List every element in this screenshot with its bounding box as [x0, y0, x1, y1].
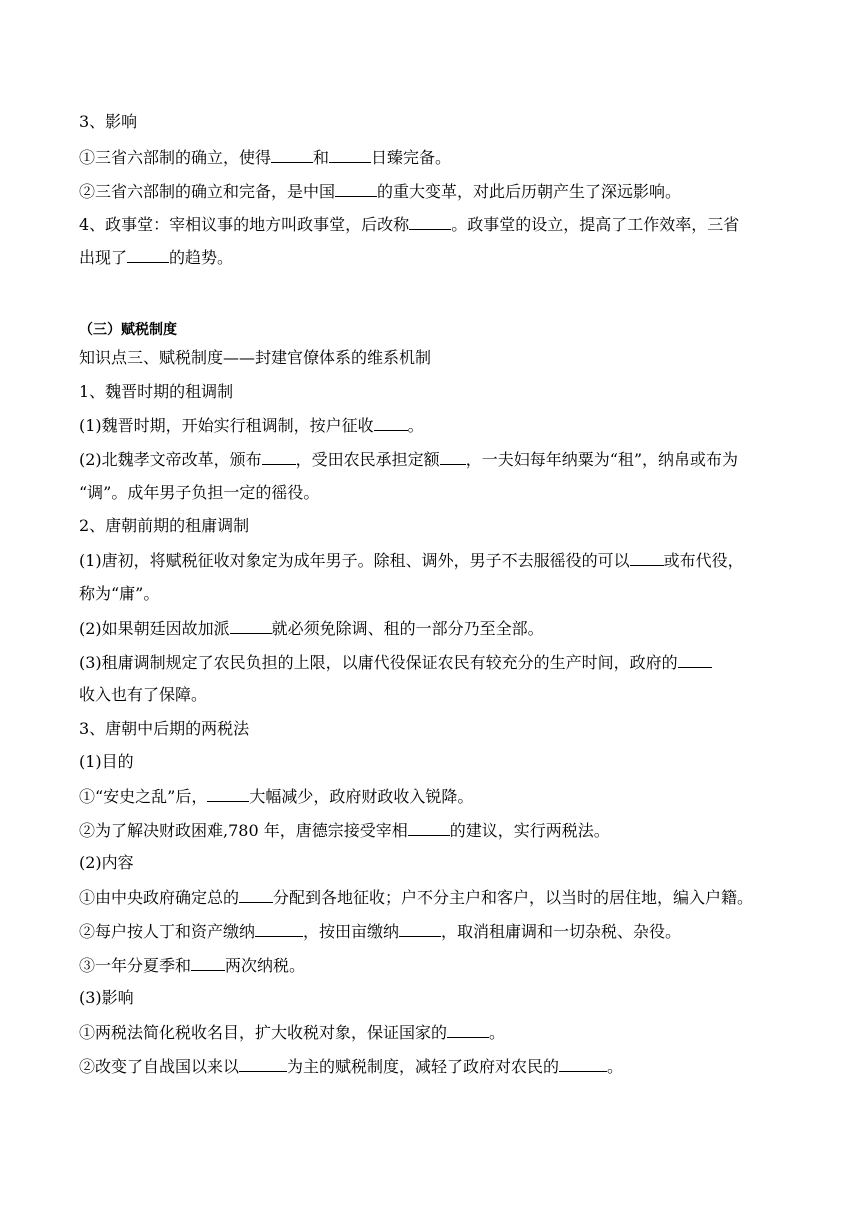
answer-blank[interactable]: [207, 786, 249, 802]
answer-blank[interactable]: [329, 147, 371, 163]
answer-blank[interactable]: [559, 1056, 607, 1072]
answer-blank[interactable]: [271, 147, 313, 163]
answer-blank[interactable]: [191, 955, 225, 971]
answer-blank[interactable]: [409, 214, 451, 230]
answer-blank[interactable]: [374, 415, 408, 431]
answer-blank[interactable]: [335, 181, 377, 197]
subheading: (3)影响: [79, 988, 134, 1007]
subheading: 3、唐朝中后期的两税法: [79, 719, 250, 738]
answer-blank[interactable]: [630, 550, 664, 566]
question-line: ②每户按人丁和资产缴纳 ，按田亩缴纳 ，取消租庸调和一切杂税、杂役。: [79, 922, 682, 941]
knowledge-point-title: 知识点三、赋税制度——封建官僚体系的维系机制: [79, 348, 432, 367]
question-line: 称为“庸”。: [79, 584, 160, 603]
answer-blank[interactable]: [399, 921, 441, 937]
answer-blank[interactable]: [408, 820, 450, 836]
question-line: ②为了解决财政困难,780 年，唐德宗接受宰相 的建议，实行两税法。: [79, 821, 610, 840]
subheading: (2)内容: [79, 853, 134, 872]
question-line: (2)如果朝廷因故加派 就必须免除调、租的一部分乃至全部。: [79, 619, 544, 638]
answer-blank[interactable]: [447, 1022, 489, 1038]
question-line: (1)唐初，将赋税征收对象定为成年男子。除租、调外，男子不去服徭役的可以 或布代役，: [79, 551, 744, 570]
question-line: ①“安史之乱”后， 大幅减少，政府财政收入锐降。: [79, 787, 474, 806]
question-line: 出现了 的趋势。: [79, 248, 234, 267]
answer-blank[interactable]: [127, 247, 169, 263]
question-line: ①三省六部制的确立，使得 和 日臻完备。: [79, 148, 452, 167]
question-line: ③一年分夏季和 两次纳税。: [79, 956, 306, 975]
question-line: (1)魏晋时期，开始实行租调制，按户征收 。: [79, 416, 424, 435]
answer-blank[interactable]: [230, 618, 272, 634]
question-line: (3)租庸调制规定了农民负担的上限，以庸代役保证农民有较充分的生产时间，政府的: [79, 652, 800, 673]
answer-blank[interactable]: [440, 449, 466, 465]
question-line: 4、政事堂：宰相议事的地方叫政事堂，后改称 。政事堂的设立，提高了工作效率，三省: [79, 215, 740, 234]
question-line: “调”。成年男子负担一定的徭役。: [79, 483, 320, 502]
question-line: ②改变了自战国以来以 为主的赋税制度，减轻了政府对农民的 。: [79, 1057, 624, 1076]
answer-blank[interactable]: [239, 887, 273, 903]
answer-blank[interactable]: [678, 652, 712, 668]
question-line: (2)北魏孝文帝改革，颁布 ，受田农民承担定额 ，一夫妇每年纳粟为“租”，纳帛或布为: [79, 450, 739, 469]
section-title: （三）赋税制度: [79, 322, 177, 338]
subheading: (1)目的: [79, 752, 134, 771]
question-line: ①两税法简化税收名目，扩大收税对象，保证国家的 。: [79, 1023, 506, 1042]
impact-heading: 3、影响: [79, 112, 138, 131]
question-line: 收入也有了保障。: [79, 685, 208, 704]
subheading: 2、唐朝前期的租庸调制: [79, 516, 250, 535]
subheading: 1、魏晋时期的租调制: [79, 382, 234, 401]
question-line: ①由中央政府确定总的 分配到各地征收；户不分主户和客户，以当时的居住地，编入户籍。: [79, 888, 754, 907]
answer-blank[interactable]: [239, 1056, 287, 1072]
question-line: ②三省六部制的确立和完备，是中国 的重大变革，对此后历朝产生了深远影响。: [79, 182, 682, 201]
answer-blank[interactable]: [255, 921, 303, 937]
answer-blank[interactable]: [262, 449, 296, 465]
